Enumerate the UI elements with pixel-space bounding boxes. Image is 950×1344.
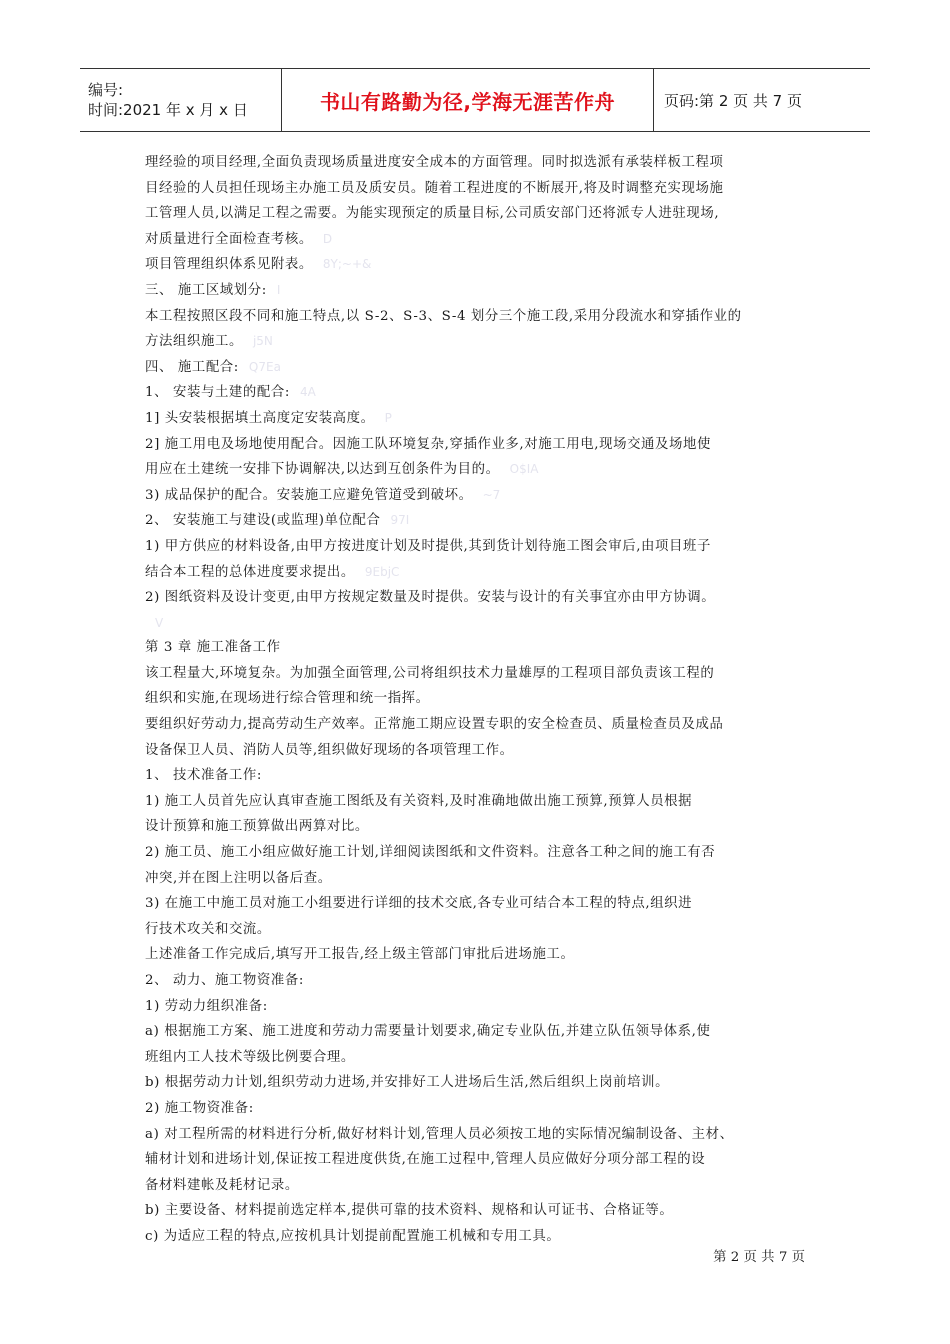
watermark-fragment: ~7 xyxy=(482,487,501,502)
text-line xyxy=(145,227,813,253)
watermark-fragment: 97I xyxy=(390,513,410,528)
line-text: 1) 甲方供应的材料设备,由甲方按进度计划及时提供,其到货计划待施工图会审后,由项目班子 xyxy=(145,538,712,554)
line-text: b) 根据劳动力计划,组织劳动力进场,并安排好工人进场后生活,然后组织上岗前培训。 xyxy=(145,1075,670,1091)
text-line xyxy=(145,1198,813,1224)
line-text: 2) 施工员、施工小组应做好施工计划,详细阅读图纸和文件资料。注意各工种之间的施工有否 xyxy=(145,845,716,861)
text-line xyxy=(145,611,813,636)
text-line xyxy=(145,150,813,176)
text-line xyxy=(145,380,813,406)
watermark-fragment: O$IA xyxy=(509,462,539,477)
text-line xyxy=(145,738,813,764)
line-text: 理经验的项目经理,全面负责现场质量进度安全成本的方面管理。同时拟选派有承装样板工程项 xyxy=(145,155,724,170)
line-text: 三、 施工区域划分: xyxy=(145,282,267,298)
line-text: 四、 施工配合: xyxy=(145,359,239,375)
line-text: 用应在土建统一安排下协调解决,以达到互创条件为目的。 xyxy=(145,462,500,478)
text-line xyxy=(145,585,813,611)
line-text: 对质量进行全面检查考核。 xyxy=(145,231,313,247)
line-text: a) 对工程所需的材料进行分析,做好材料计划,管理人员必须按工地的实际情况编制设备、主材、 xyxy=(145,1126,734,1142)
header-page-label: 页码:第 2 页 共 7 页 xyxy=(664,91,802,110)
text-line xyxy=(145,1019,813,1045)
text-line xyxy=(145,304,813,330)
line-text: 班组内工人技术等级比例要合理。 xyxy=(145,1049,355,1065)
line-text: 本工程按照区段不同和施工特点,以 S-2、S-3、S-4 划分三个施工段,采用分段流水和穿插作业的 xyxy=(145,308,742,324)
line-text: c) 为适应工程的特点,应按机具计划提前配置施工机械和专用工具。 xyxy=(145,1228,561,1244)
text-line xyxy=(145,917,813,943)
line-text: 3) 成品保护的配合。安装施工应避免管道受到破坏。 xyxy=(145,487,473,503)
line-text: 设备保卫人员、消防人员等,组织做好现场的各项管理工作。 xyxy=(145,742,514,758)
text-line xyxy=(145,661,813,687)
text-line xyxy=(145,355,813,381)
header-meta xyxy=(80,69,282,131)
text-line xyxy=(145,789,813,815)
line-text: 设计预算和施工预算做出两算对比。 xyxy=(145,819,369,835)
line-text: 2) 施工物资准备: xyxy=(145,1100,254,1116)
line-text: 1) 施工人员首先应认真审查施工图纸及有关资料,及时准确地做出施工预算,预算人员根据 xyxy=(145,793,693,809)
text-line xyxy=(145,201,813,227)
watermark-fragment: Q7Ea xyxy=(248,359,281,374)
text-line xyxy=(145,968,813,994)
line-text: 该工程量大,环境复杂。为加强全面管理,公司将组织技术力量雄厚的工程项目部负责该工程的 xyxy=(145,665,715,681)
header-motto xyxy=(282,69,654,131)
watermark-fragment: 9EbjC xyxy=(364,564,400,579)
page-header xyxy=(80,68,870,132)
line-text: 2] 施工用电及场地使用配合。因施工队环境复杂,穿插作业多,对施工用电,现场交通及场地使 xyxy=(145,436,712,452)
text-line xyxy=(145,891,813,917)
document-date: 时间:2021 年 x 月 x 日 xyxy=(88,101,248,119)
text-line xyxy=(145,686,813,712)
watermark-fragment: I xyxy=(276,282,281,297)
header-page-number xyxy=(654,69,870,131)
text-line xyxy=(145,252,813,278)
text-line xyxy=(145,1045,813,1071)
line-text: 组织和实施,在现场进行综合管理和统一指挥。 xyxy=(145,691,430,707)
line-text: a) 根据施工方案、施工进度和劳动力需要量计划要求,确定专业队伍,并建立队伍领导体系,使 xyxy=(145,1024,711,1040)
text-line xyxy=(145,534,813,560)
text-line xyxy=(145,1147,813,1173)
watermark-fragment: j5N xyxy=(252,334,273,349)
text-line xyxy=(145,1096,813,1122)
line-text: 备材料建帐及耗材记录。 xyxy=(145,1177,299,1193)
text-line xyxy=(145,560,813,586)
line-text: 1) 劳动力组织准备: xyxy=(145,998,268,1014)
watermark-fragment: D xyxy=(322,231,333,246)
text-line xyxy=(145,432,813,458)
text-line xyxy=(145,866,813,892)
text-line xyxy=(145,1173,813,1199)
text-line xyxy=(145,840,813,866)
text-line xyxy=(145,406,813,432)
line-text: 行技术攻关和交流。 xyxy=(145,921,271,937)
text-line xyxy=(145,457,813,483)
text-line xyxy=(145,508,813,534)
line-text: 辅材计划和进场计划,保证按工程进度供货,在施工过程中,管理人员应做好分项分部工程的设 xyxy=(145,1152,706,1168)
text-line xyxy=(145,763,813,789)
watermark-fragment: P xyxy=(384,410,392,425)
line-text: 3) 在施工中施工员对施工小组要进行详细的技术交底,各专业可结合本工程的特点,组织进 xyxy=(145,896,693,912)
watermark-fragment: 8Y;~+& xyxy=(322,257,372,272)
page-footer: 第 2 页 共 7 页 xyxy=(713,1250,805,1265)
line-text: 冲突,并在图上注明以备后查。 xyxy=(145,870,332,886)
line-text: 方法组织施工。 xyxy=(145,334,243,350)
line-text: 2、 动力、施工物资准备: xyxy=(145,973,304,988)
text-line xyxy=(145,1122,813,1148)
watermark-fragment: 4A xyxy=(300,385,316,400)
line-text: 1] 头安装根据填土高度定安装高度。 xyxy=(145,410,375,426)
text-line xyxy=(145,1070,813,1096)
watermark-fragment: V xyxy=(155,615,164,630)
line-text: 要组织好劳动力,提高劳动生产效率。正常施工期应设置专职的安全检查员、质量检查员及成品 xyxy=(145,717,724,733)
line-text: 结合本工程的总体进度要求提出。 xyxy=(145,564,355,580)
motto-text: 书山有路勤为径,学海无涯苦作舟 xyxy=(319,89,616,114)
text-line xyxy=(145,329,813,355)
line-text: 2) 图纸资料及设计变更,由甲方按规定数量及时提供。安装与设计的有关事宜亦由甲方协调。 xyxy=(145,590,716,606)
text-line xyxy=(145,483,813,509)
text-line xyxy=(145,994,813,1020)
line-text: 项目管理组织体系见附表。 xyxy=(145,257,313,273)
line-text: 工管理人员,以满足工程之需要。为能实现预定的质量目标,公司质安部门还将派专人进驻现场, xyxy=(145,206,720,222)
text-line xyxy=(145,814,813,840)
document-code-label: 编号: xyxy=(88,81,124,99)
text-line xyxy=(145,635,813,661)
line-text: 目经验的人员担任现场主办施工员及质安员。随着工程进度的不断展开,将及时调整充实现场施 xyxy=(145,180,724,196)
line-text: b) 主要设备、材料提前选定样本,提供可靠的技术资料、规格和认可证书、合格证等。 xyxy=(145,1203,674,1219)
line-text: 第 3 章 施工准备工作 xyxy=(145,640,281,656)
line-text: 2、 安装施工与建设(或监理)单位配合 xyxy=(145,513,381,529)
text-line xyxy=(145,942,813,968)
text-line xyxy=(145,278,813,304)
document-body xyxy=(145,150,813,1250)
line-text: 1、 技术准备工作: xyxy=(145,768,263,784)
text-line xyxy=(145,176,813,202)
line-text: 1、 安装与土建的配合: xyxy=(145,385,291,401)
text-line xyxy=(145,712,813,738)
line-text: 上述准备工作完成后,填写开工报告,经上级主管部门审批后进场施工。 xyxy=(145,947,575,963)
